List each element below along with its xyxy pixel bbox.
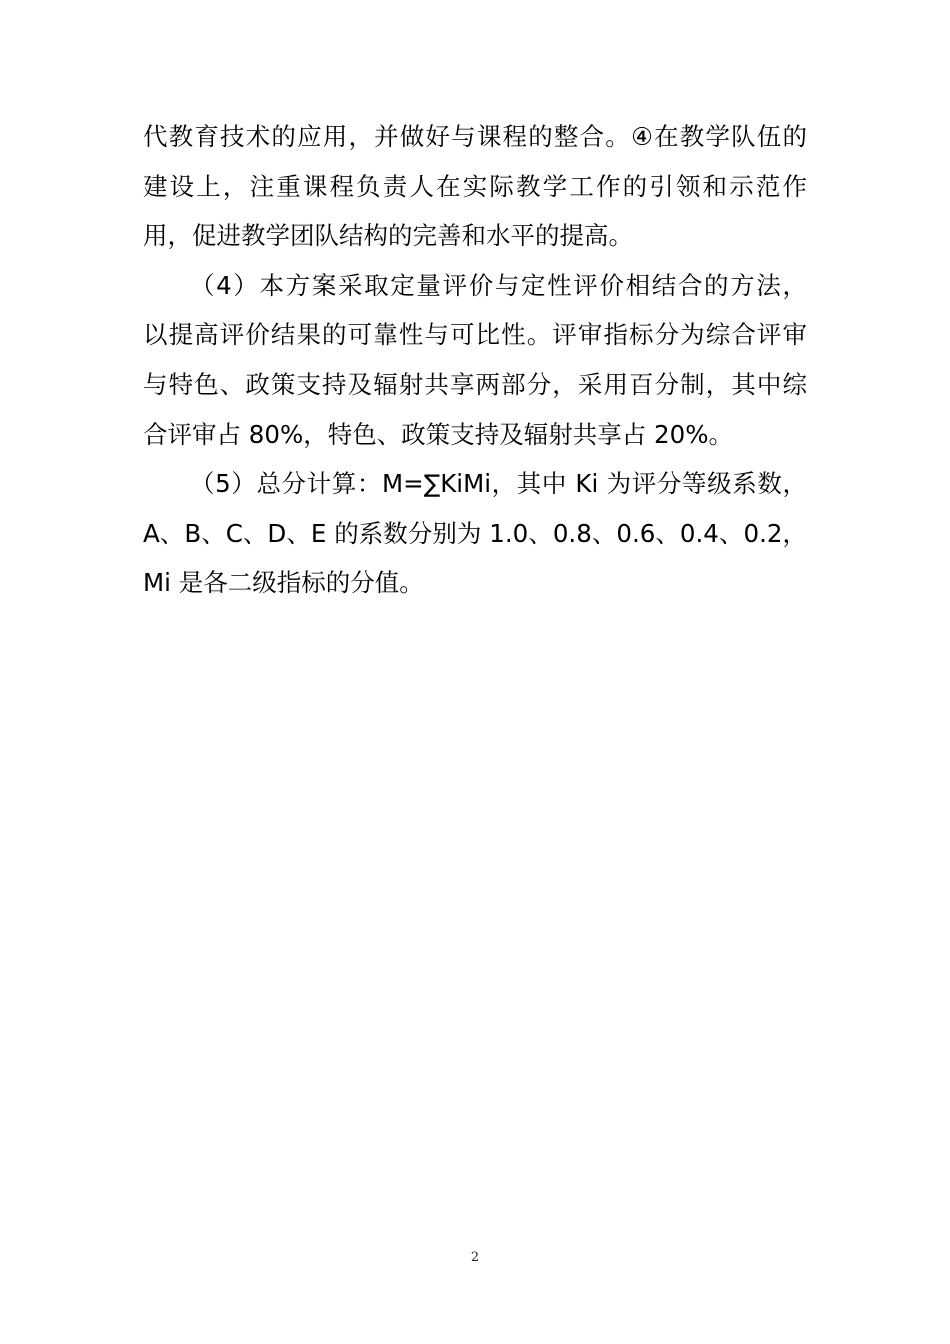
page-number: 2	[470, 1250, 480, 1265]
text-line: 以提高评价结果的可靠性与可比性。评审指标分为综合评审	[143, 320, 807, 350]
text-line: 与特色、政策支持及辐射共享两部分，采用百分制，其中综	[143, 369, 807, 399]
body-text	[143, 112, 807, 608]
text-line: 用，促进教学团队结构的完善和水平的提高。	[143, 221, 633, 251]
text-line: 合评审占 80%，特色、政策支持及辐射共享占 20%。	[143, 419, 733, 449]
text-line: 建设上，注重课程负责人在实际教学工作的引领和示范作	[143, 171, 807, 201]
text-line: 代教育技术的应用，并做好与课程的整合。④在教学队伍的	[143, 122, 807, 151]
text-line: Mi 是各二级指标的分值。	[143, 568, 424, 598]
text-line: （4）本方案采取定量评价与定性评价相结合的方法，	[190, 270, 807, 300]
text-line: A、B、C、D、E 的系数分别为 1.0、0.8、0.6、0.4、0.2，	[143, 518, 807, 548]
text-line: （5）总分计算：M=∑KiMi，其中 Ki 为评分等级系数，	[190, 469, 807, 499]
